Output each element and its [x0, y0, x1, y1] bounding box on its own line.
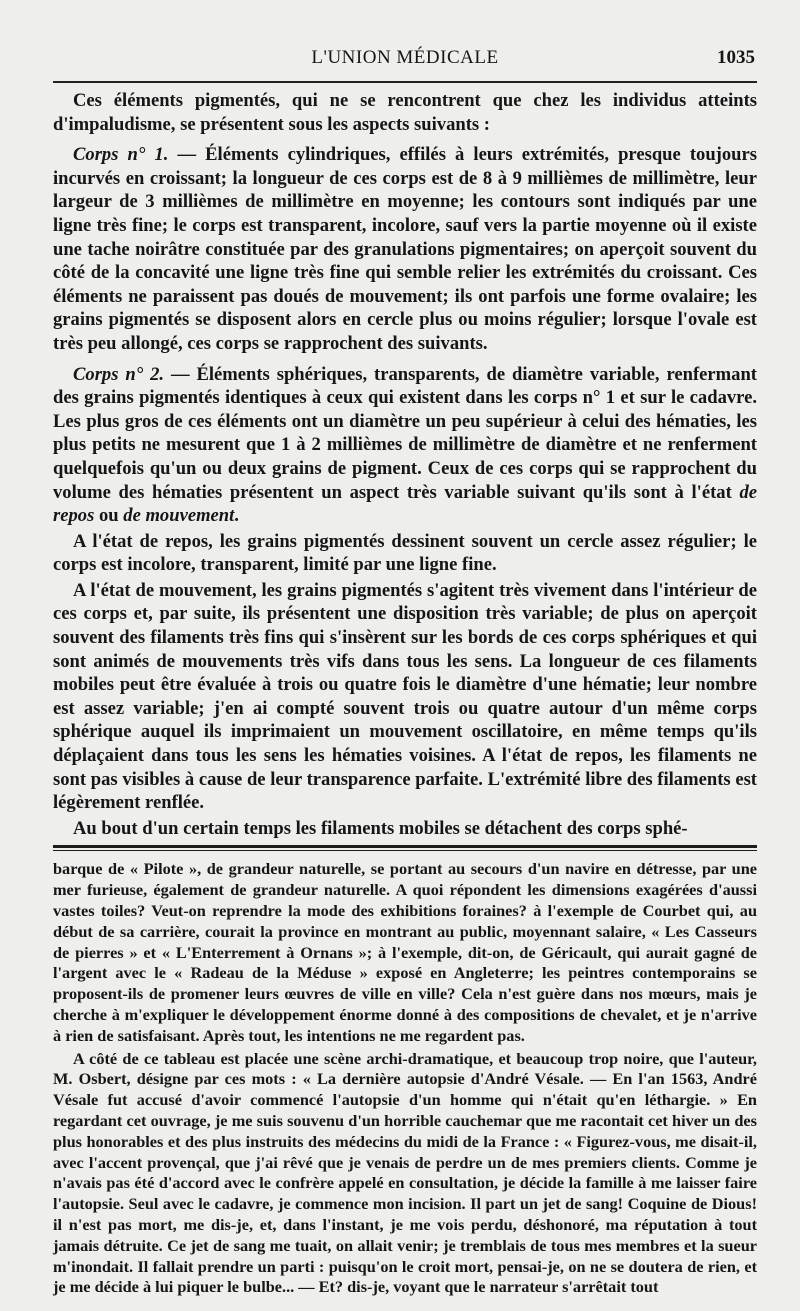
corps-2-label: Corps n° 2.	[73, 363, 165, 385]
corps-1-text: — Éléments cylindriques, effilés à leurs extrémités, presque toujours incurvés en croissant; la longueur de ces corps est de 8 à 9 millièmes de millimètre, leur largeur de 3 millièmes de millimètre en moyenne; les contours sont indiqués par une ligne très fine; le corps est transparent, incolore, sauf vers la partie moyenne où il existe une tache noirâtre constituée par des granulations pigmentaires; on aperçoit souvent du côté de la concavité une ligne très fine qui semble relier les extrémités du croissant. Ces éléments ne paraissent pas doués de mouvement; ils ont parfois une forme ovalaire; les grains pigmentés se disposent alors en cercle plus ou moins régulier; lorsque l'ovale est très peu allongé, ces corps se rapprochent des suivants.	[53, 144, 757, 354]
paragraph-corps-1	[53, 143, 757, 355]
running-title: L'UNION MÉDICALE	[311, 47, 499, 68]
footnote-paragraph-1: barque de « Pilote », de grandeur naturelle, se portant au secours d'un navire en détresse, par une mer furieuse, également de grandeur naturelle. A quoi répondent les dimensions exagérées d'aussi vastes toiles? Veut-on reprendre la mode des exhibitions foraines? à l'exemple de Courbet qui, au début de sa carrière, courait la province en montrant au public, moyennant salaire, « Les Casseurs de pierres » et « L'Enterrement à Ornans »; à l'exemple, dit-on, de Géricault, qui aurait gagné de l'argent avec le « Radeau de la Méduse » exposé en Angleterre; les peintres contemporains se proposent-ils de promener leurs œuvres de ville en ville? Cela n'est guère dans nos mœurs, mais je cherche à m'expliquer le développement énorme donné à des compositions de chevalet, et je n'arrive à rien de satisfaisant. Après tout, les intentions ne me regardent pas.	[53, 859, 757, 1045]
page-header	[53, 0, 757, 72]
corps-2-text-a: — Éléments sphériques, transparents, de diamètre variable, renfermant des grains pigmentés identiques à ceux qui existent dans les corps n° 1 et sur le cadavre. Les plus gros de ces éléments ont un diamètre un peu supérieur à celui des hématies, les plus petits ne mesurent que 1 à 2 millièmes de millimètre de diamètre et ne renferment quelquefois qu'un ou deux grains de pigment. Ceux de ces corps qui se rapprochent du volume des hématies présentent un aspect très variable suivant qu'ils sont à l'état	[53, 363, 757, 503]
paragraph-corps-2	[53, 363, 757, 528]
corps-1-label: Corps n° 1.	[73, 144, 169, 166]
paragraph-intro: Ces éléments pigmentés, qui ne se rencontrent que chez les individus atteints d'impaludisme, se présentent sous les aspects suivants :	[53, 90, 757, 135]
page-number: 1035	[717, 47, 755, 68]
main-text	[53, 89, 757, 840]
corps-2-italic-repos: de repos	[53, 481, 757, 527]
paragraph-repos: A l'état de repos, les grains pigmentés dessinent souvent un cercle assez régulier; le corps est incolore, transparent, limité par une ligne fine.	[53, 530, 757, 576]
corps-2-text-b: ou	[94, 505, 124, 527]
footnote-paragraph-2: A côté de ce tableau est placée une scène archi-dramatique, et beaucoup trop noire, que l'auteur, M. Osbert, désigne par ces mots : « La dernière autopsie d'André Vésale. — En l'an 1563, André Vésale fut accusé d'avoir commencé l'autopsie d'un homme qui n'était qu'en léthargie. » En regardant cet ouvrage, je me suis souvenu d'un horrible cauchemar que me racontait cet hiver un des plus honorables et des plus instruits des médecins du midi de la France : « Figurez-vous, me disait-il, avec l'accent provençal, que j'ai rêvé que je venais de perdre un de mes premiers clients. Comme je n'avais pas été d'accord avec le confrère appelé en consultation, je décide la famille à me laisser faire l'autopsie. Seul avec le cadavre, je commence mon incision. Il part un jet de sang! Coquine de Dious! il n'est pas mort, me dis-je, et, dans l'instant, je me vois perdu, déshonoré, ma réputation à tout jamais détruite. Ce jet de sang me tuait, on allait venir; je tremblais de tous mes membres et la sueur m'inondait. Il fallait prendre un parti : puisqu'on le croit mort, pensai-je, on ne se doutera de rien, et je me décide à lui piquer le bulbe... — Et? dis-je, voyant que le narrateur s'arrêtait tout	[53, 1048, 757, 1297]
footnote-text	[53, 859, 757, 1298]
corps-2-text-c: .	[234, 505, 239, 527]
header-rule	[53, 81, 757, 83]
paragraph-mouvement: A l'état de mouvement, les grains pigmentés s'agitent très vivement dans l'intérieur de ces corps et, par suite, ils présentent une disposition très variable; de plus on aperçoit souvent des filaments très fins qui s'insèrent sur les bords de ces corps sphériques et qui sont animés de mouvements très vifs dans tous les sens. La longueur de ces filaments mobiles peut être évaluée à trois ou quatre fois le diamètre d'une hématie; leur nombre est assez variable; j'en ai compté souvent trois ou quatre autour d'un même corps sphérique auquel ils imprimaient un mouvement oscillatoire, en même temps qu'ils déplaçaient dans tous les sens les hématies voisines. A l'état de repos, les filaments ne sont pas visibles à cause de leur transparence parfaite. L'extrémité libre des filaments est légèrement renflée.	[53, 579, 757, 814]
footnote-separator	[53, 845, 757, 851]
paragraph-filaments: Au bout d'un certain temps les filaments mobiles se détachent des corps sphé-	[73, 817, 688, 839]
corps-2-italic-mouvement: de mouvement	[123, 505, 235, 527]
